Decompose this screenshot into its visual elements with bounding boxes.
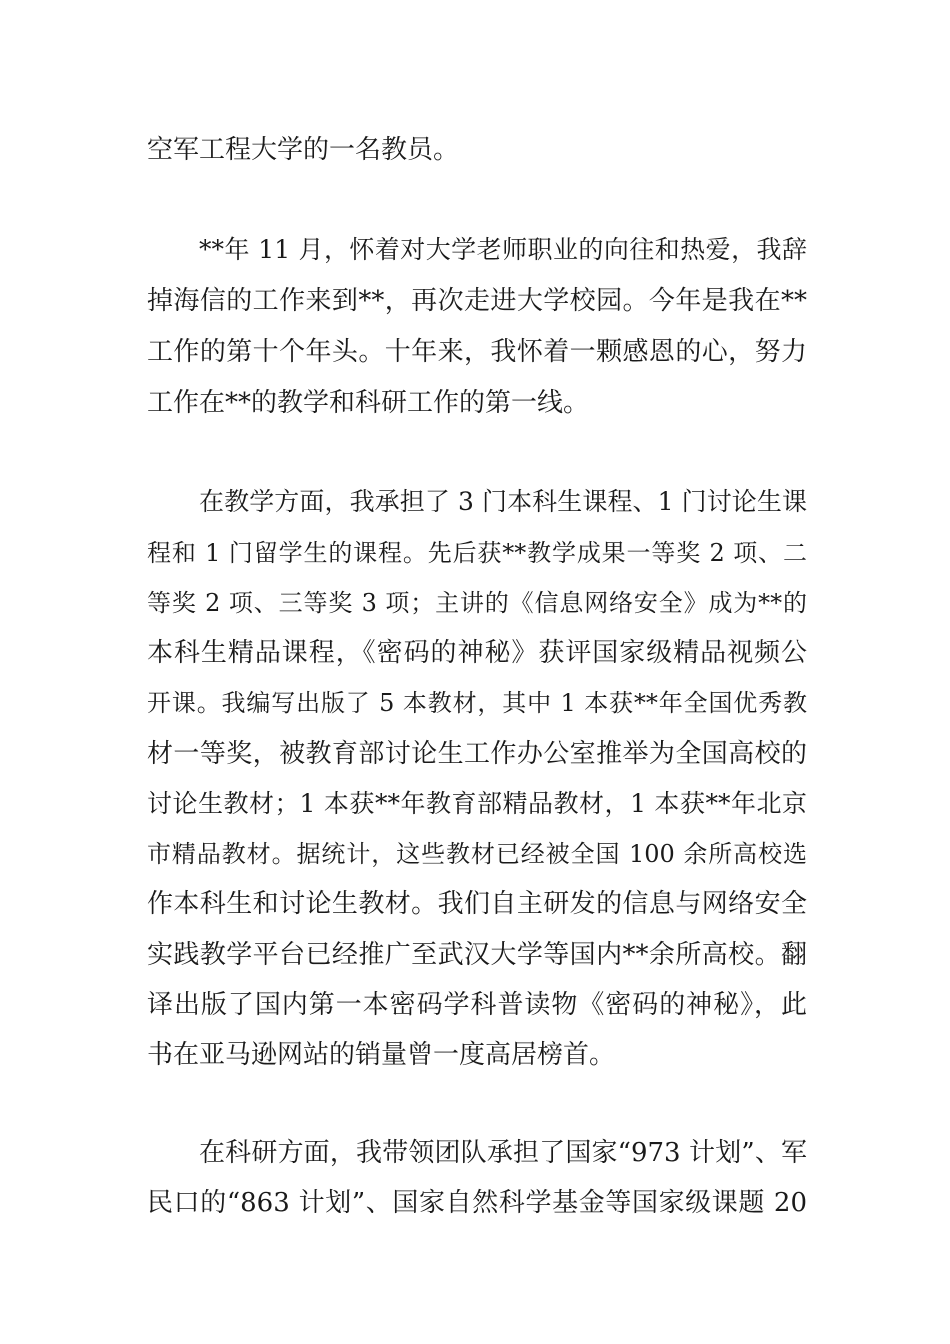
paragraph-2-line-1: **年 11 月，怀着对大学老师职业的向往和热爱，我辞 <box>199 235 807 264</box>
paragraph-3-line-8: 市精品教材。据统计，这些教材已经被全国 100 余所高校选 <box>147 840 807 868</box>
paragraph-3-line-10: 实践教学平台已经推广至武汉大学等国内**余所高校。翻 <box>147 940 807 970</box>
paragraph-3-line-7: 讨论生教材；1 本获**年教育部精品教材，1 本获**年北京 <box>147 789 807 818</box>
paragraph-3-line-5: 开课。我编写出版了 5 本教材，其中 1 本获**年全国优秀教 <box>147 689 807 717</box>
paragraph-3-line-4: 本科生精品课程，《密码的神秘》获评国家级精品视频公 <box>147 638 807 668</box>
paragraph-2-line-4: 工作在**的教学和科研工作的第一线。 <box>147 388 590 418</box>
paragraph-2-line-3: 工作的第十个年头。十年来，我怀着一颗感恩的心，努力 <box>147 337 807 367</box>
paragraph-3-line-11: 译出版了国内第一本密码学科普读物《密码的神秘》，此 <box>147 990 807 1020</box>
paragraph-3-line-3: 等奖 2 项、三等奖 3 项；主讲的《信息网络安全》成为**的 <box>147 589 807 617</box>
paragraph-4-line-1: 在科研方面，我带领团队承担了国家“973 计划”、军 <box>199 1138 807 1168</box>
paragraph-3-line-6: 材一等奖，被教育部讨论生工作办公室推举为全国高校的 <box>147 739 807 769</box>
paragraph-3-line-2: 程和 1 门留学生的课程。先后获**教学成果一等奖 2 项、二 <box>147 539 807 567</box>
paragraph-2-line-2: 掉海信的工作来到**，再次走进大学校园。今年是我在** <box>147 286 807 316</box>
paragraph-3-line-9: 作本科生和讨论生教材。我们自主研发的信息与网络安全 <box>147 889 807 919</box>
paragraph-3-line-12: 书在亚马逊网站的销量曾一度高居榜首。 <box>147 1040 616 1070</box>
paragraph-1-line-1: 空军工程大学的一名教员。 <box>147 135 460 165</box>
paragraph-3-line-1: 在教学方面，我承担了 3 门本科生课程、1 门讨论生课 <box>199 487 807 516</box>
paragraph-4-line-2: 民口的“863 计划”、国家自然科学基金等国家级课题 20 <box>147 1188 807 1218</box>
